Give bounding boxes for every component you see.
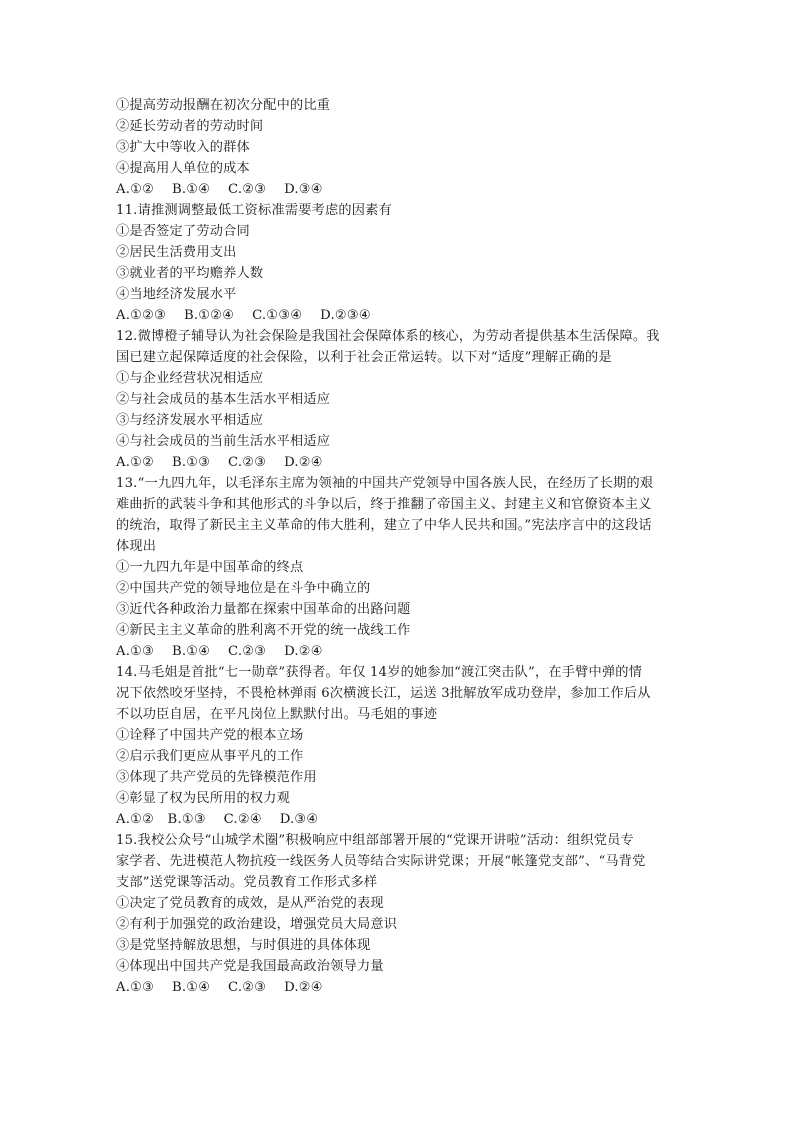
option-item-3: ③与经济发展水平相适应: [116, 413, 264, 428]
question-stem-line: 况下依然咬牙坚持，不畏枪林弹雨 6次横渡长江，运送 3批解放军成功登岸，参加工作后从: [116, 686, 651, 701]
exam-page: [116, 95, 686, 998]
option-item-2: ②启示我们更应从事平凡的工作: [116, 749, 304, 764]
option-item-4: ④提高用人单位的成本: [116, 161, 250, 176]
option-item-3: ③体现了共产党员的先锋模范作用: [116, 770, 317, 785]
option-item-4: ④当地经济发展水平: [116, 287, 237, 302]
question-12: [116, 326, 686, 473]
option-item-3: ③就业者的平均赡养人数: [116, 266, 264, 281]
option-item-1: ①诠释了中国共产党的根本立场: [116, 728, 304, 743]
option-item-1: ①是否签定了劳动合同: [116, 224, 250, 239]
option-item-1: ①与企业经营状况相适应: [116, 371, 264, 386]
answer-choices: A.①③ B.①④ C.②③ D.②④: [116, 980, 323, 995]
option-item-3: ③扩大中等收入的群体: [116, 140, 250, 155]
option-item-4: ④体现出中国共产党是我国最高政治领导力量: [116, 959, 384, 974]
answer-choices: A.①② B.①④ C.②③ D.③④: [116, 182, 323, 197]
option-item-4: ④彰显了权为民所用的权力观: [116, 791, 291, 806]
question-stem-line: 支部”送党课等活动。党员教育工作形式多样: [116, 875, 378, 890]
question-stem-line: 15.我校公众号“山城学术圈”积极响应中组部部署开展的“党课开讲啦”活动：组织党员专: [116, 833, 634, 848]
question-stem-line: 不以功臣自居，在平凡岗位上默默付出。马毛姐的事迹: [116, 707, 438, 722]
question-stem-line: 12.微博橙子辅导认为社会保险是我国社会保障体系的核心，为劳动者提供基本生活保障。我: [116, 329, 660, 344]
option-item-4: ④与社会成员的当前生活水平相适应: [116, 434, 331, 449]
question-stem-line: 体现出: [116, 539, 157, 554]
question-stem: 11.请推测调整最低工资标准需要考虑的因素有: [116, 203, 392, 218]
option-item-3: ③近代各种政治力量都在探索中国革命的出路问题: [116, 602, 411, 617]
option-item-2: ②有利于加强党的政治建设，增强党员大局意识: [116, 917, 398, 932]
answer-choices: A.①②③ B.①②④ C.①③④ D.②③④: [116, 308, 371, 323]
question-stem-line: 家学者、先进模范人物抗疫一线医务人员等结合实际讲党课；开展“帐篷党支部”、“马背党: [116, 854, 646, 869]
option-item-1: ①一九四九年是中国革命的终点: [116, 560, 304, 575]
option-item-2: ②与社会成员的基本生活水平相适应: [116, 392, 331, 407]
question-stem-line: 国已建立起保障适度的社会保险，以利于社会正常运转。以下对“适度”理解正确的是: [116, 350, 612, 365]
option-item-2: ②延长劳动者的劳动时间: [116, 119, 264, 134]
option-item-4: ④新民主主义革命的胜利离不开党的统一战线工作: [116, 623, 411, 638]
option-item-2: ②中国共产党的领导地位是在斗争中确立的: [116, 581, 371, 596]
option-item-3: ③是党坚持解放思想，与时俱进的具体体现: [116, 938, 371, 953]
option-item-1: ①决定了党员教育的成效，是从严治党的表现: [116, 896, 384, 911]
option-item-2: ②居民生活费用支出: [116, 245, 237, 260]
question-stem-line: 的统治，取得了新民主主义革命的伟大胜利，建立了中华人民共和国。”宪法序言中的这段话: [116, 518, 652, 533]
answer-choices: A.①② B.①③ C.②③ D.②④: [116, 455, 323, 470]
answer-choices: A.①③ B.①④ C.②③ D.②④: [116, 644, 323, 659]
question-stem-line: 13.“一九四九年，以毛泽东主席为领袖的中国共产党领导中国各族人民，在经历了长期的艰: [116, 476, 654, 491]
option-item-1: ①提高劳动报酬在初次分配中的比重: [116, 98, 331, 113]
question-13: [116, 473, 686, 662]
question-14: [116, 662, 686, 830]
question-stem-line: 难曲折的武装斗争和其他形式的斗争以后，终于推翻了帝国主义、封建主义和官僚资本主义: [116, 497, 652, 512]
question-15: [116, 830, 686, 998]
question-11: [116, 200, 686, 326]
question-10-options: [116, 95, 686, 200]
question-stem-line: 14.马毛姐是首批“七一勋章”获得者。年仅 14岁的她参加“渡江突击队”，在手臂中弹的情: [116, 665, 643, 680]
answer-choices: A.①② B.①③ C.②④ D.③④: [116, 812, 319, 827]
